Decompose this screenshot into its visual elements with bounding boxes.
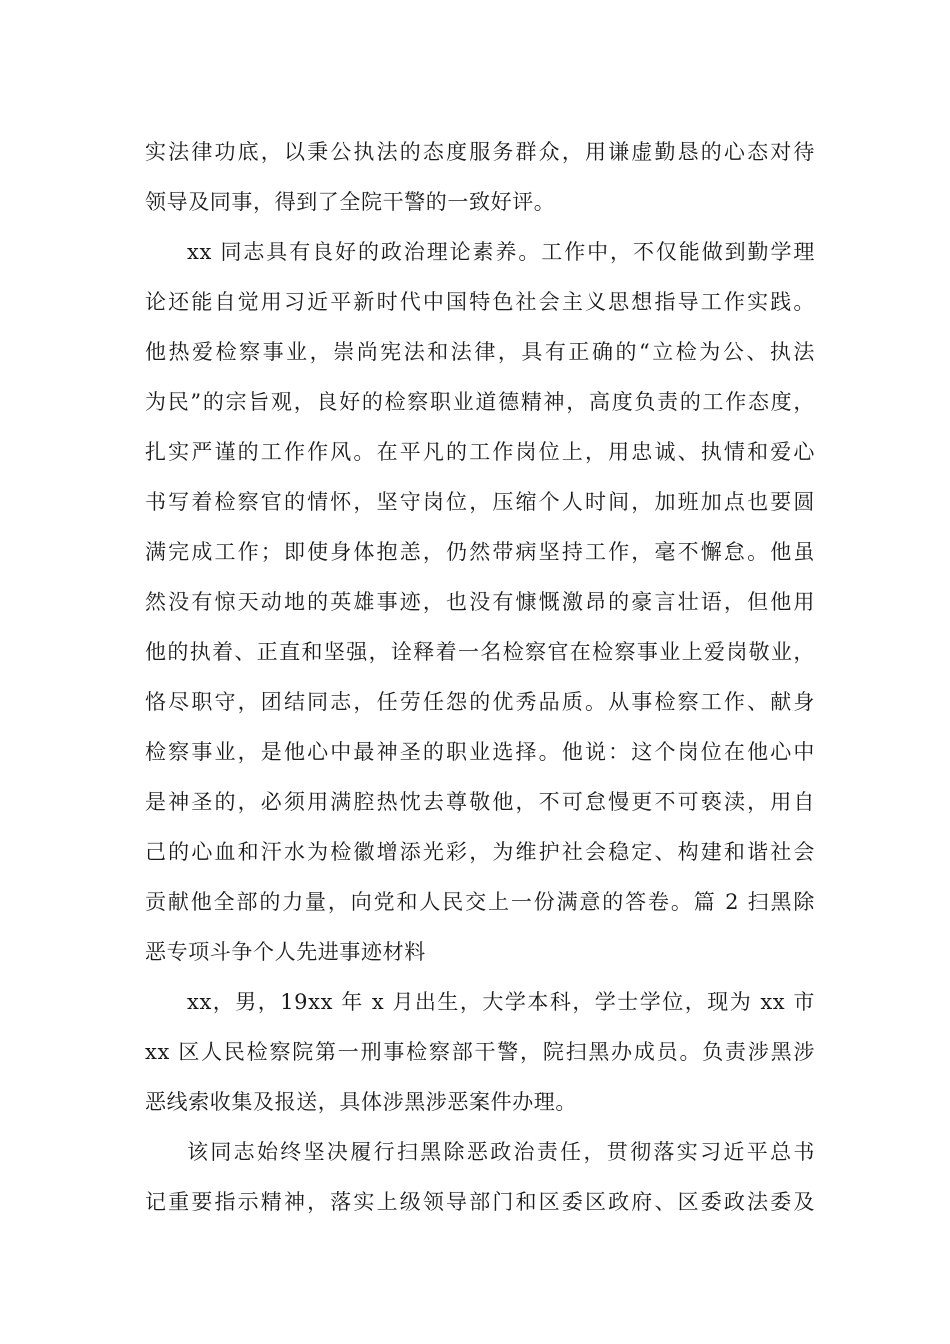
paragraph-first-line: xx 同志具有良好的政治理论素养。工作中，不仅能做到勤学理 bbox=[187, 240, 815, 264]
body-text-line: 实法律功底，以秉公执法的态度服务群众，用谦虚勤恳的心态对待 bbox=[145, 140, 815, 164]
body-text-line: 论还能自觉用习近平新时代中国特色社会主义思想指导工作实践。 bbox=[145, 290, 815, 314]
body-text-line: 恶线索收集及报送，具体涉黑涉恶案件办理。 bbox=[145, 1090, 577, 1114]
body-text-line: 恪尽职守，团结同志，任劳任怨的优秀品质。从事检察工作、献身 bbox=[145, 690, 815, 714]
body-text-line: 记重要指示精神，落实上级领导部门和区委区政府、区委政法委及 bbox=[145, 1190, 815, 1214]
paragraph-first-line: xx，男，19xx 年 x 月出生，大学本科，学士学位，现为 xx 市 bbox=[187, 990, 815, 1014]
body-text-line: 为民”的宗旨观，良好的检察职业道德精神，高度负责的工作态度， bbox=[145, 390, 815, 414]
body-text-line: 他热爱检察事业，崇尚宪法和法律，具有正确的“立检为公、执法 bbox=[145, 340, 815, 364]
body-text-line: xx 区人民检察院第一刑事检察部干警，院扫黑办成员。负责涉黑涉 bbox=[145, 1040, 815, 1064]
body-text-line: 书写着检察官的情怀，坚守岗位，压缩个人时间，加班加点也要圆 bbox=[145, 490, 815, 514]
body-text-line: 扎实严谨的工作作风。在平凡的工作岗位上，用忠诚、执情和爱心 bbox=[145, 440, 815, 464]
body-text-line: 领导及同事，得到了全院干警的一致好评。 bbox=[145, 190, 556, 214]
paragraph-first-line: 该同志始终坚决履行扫黑除恶政治责任，贯彻落实习近平总书 bbox=[187, 1140, 815, 1164]
body-text-line: 是神圣的，必须用满腔热忱去尊敬他，不可怠慢更不可亵渎，用自 bbox=[145, 790, 815, 814]
body-text-line: 己的心血和汗水为检徽增添光彩，为维护社会稳定、构建和谐社会 bbox=[145, 840, 815, 864]
body-text-line: 满完成工作；即使身体抱恙，仍然带病坚持工作，毫不懈怠。他虽 bbox=[145, 540, 815, 564]
body-text-line: 贡献他全部的力量，向党和人民交上一份满意的答卷。篇 2 扫黑除 bbox=[145, 890, 815, 914]
body-text-line: 他的执着、正直和坚强，诠释着一名检察官在检察事业上爱岗敬业， bbox=[145, 640, 815, 664]
section-title-line: 恶专项斗争个人先进事迹材料 bbox=[145, 940, 426, 964]
body-text-line: 然没有惊天动地的英雄事迹，也没有慷慨激昂的豪言壮语，但他用 bbox=[145, 590, 815, 614]
body-text-line: 检察事业，是他心中最神圣的职业选择。他说：这个岗位在他心中 bbox=[145, 740, 815, 764]
